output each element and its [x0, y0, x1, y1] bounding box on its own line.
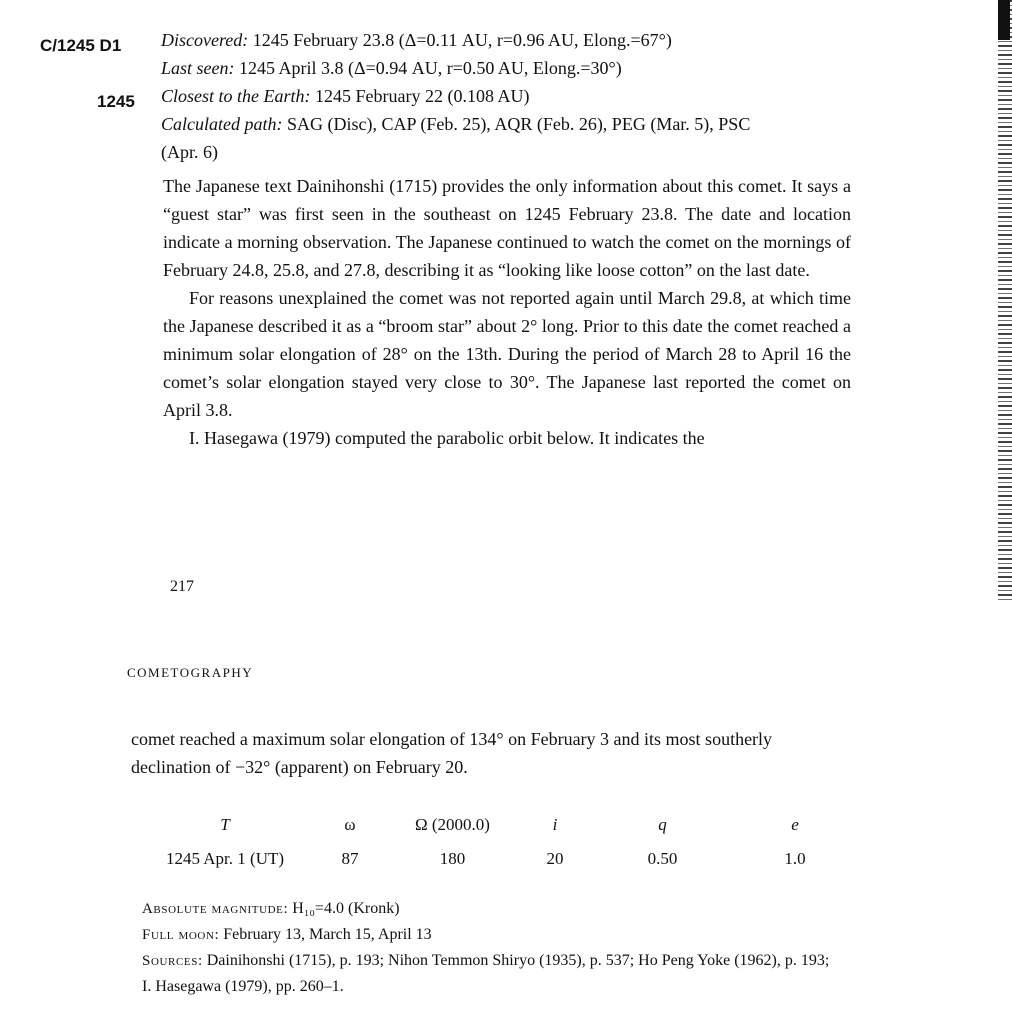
last-seen-line: Last seen: 1245 April 3.8 (Δ=0.94 AU, r=0.50 AU, Elong.=30°): [161, 58, 622, 78]
absolute-magnitude-line: Absolute magnitude: H₁₀=4.0 (Kronk): [142, 900, 400, 917]
header-i: i: [552, 815, 558, 834]
page-number: 217: [170, 578, 194, 595]
cell-e: 1.0: [784, 849, 806, 868]
cell-i: 20: [546, 849, 564, 868]
calculated-path-continuation: (Apr. 6): [161, 142, 218, 162]
header-omega: ω: [344, 815, 356, 834]
body-text: [163, 172, 851, 452]
entry-header: [161, 28, 750, 164]
paragraph-3: I. Hasegawa (1979) computed the parabolic orbit below. It indicates the: [189, 428, 705, 448]
closest-earth-line: Closest to the Earth: 1245 February 22 (0.108 AU): [161, 86, 530, 106]
continuation-text: comet reached a maximum solar elongation of 134° on February 3 and its most southerly declination of −32° (apparent) on February 20.: [131, 729, 773, 777]
paragraph-2: For reasons unexplained the comet was not reported again until March 29.8, at which time the Japanese described it as a “broom star” about 2° long. Prior to this date the comet reached a minimum solar elongation of 28° on the 13th. During the period of March 28 to April 16 the comet’s solar elongation stayed very close to 30°. The Japanese last reported the comet on April 3.8.: [163, 288, 851, 420]
full-moon-line: Full moon: February 13, March 15, April 13: [142, 926, 432, 943]
scanned-page-edge: [998, 0, 1012, 600]
header-node: Ω (2000.0): [415, 815, 490, 834]
scanned-page-edge-top: [998, 0, 1010, 40]
notes-block: [142, 896, 832, 1000]
header-T: T: [220, 815, 230, 834]
cell-q: 0.50: [647, 849, 678, 868]
orbit-table: [140, 815, 860, 869]
comet-year-label: 1245: [97, 92, 135, 111]
header-q: q: [658, 815, 667, 834]
discovered-line: Discovered: 1245 February 23.8 (Δ=0.11 AU, r=0.96 AU, Elong.=67°): [161, 30, 672, 50]
calculated-path-line: Calculated path: SAG (Disc), CAP (Feb. 25), AQR (Feb. 26), PEG (Mar. 5), PSC: [161, 114, 751, 134]
header-e: e: [791, 815, 799, 834]
cell-omega: 87: [341, 849, 359, 868]
running-head: COMETOGRAPHY: [127, 665, 254, 680]
orbit-table-header: [140, 815, 860, 849]
cell-node: 180: [439, 849, 466, 868]
comet-designation: C/1245 D1: [40, 36, 122, 55]
sources-line: Sources: Dainihonshi (1715), p. 193; Nihon Temmon Shiryo (1935), p. 537; Ho Peng Yoke (1962), p. 193; I. Hasegawa (1979), pp. 260–1.: [142, 952, 830, 995]
cell-T: 1245 Apr. 1 (UT): [165, 849, 285, 868]
orbit-table-row: [140, 849, 860, 869]
paragraph-1: The Japanese text Dainihonshi (1715) provides the only information about this comet. It says a “guest star” was first seen in the southeast on 1245 February 23.8. The date and location indicate a morning observation. The Japanese continued to watch the comet on the mornings of February 24.8, 25.8, and 27.8, describing it as “looking like loose cotton” on the last date.: [163, 176, 851, 280]
